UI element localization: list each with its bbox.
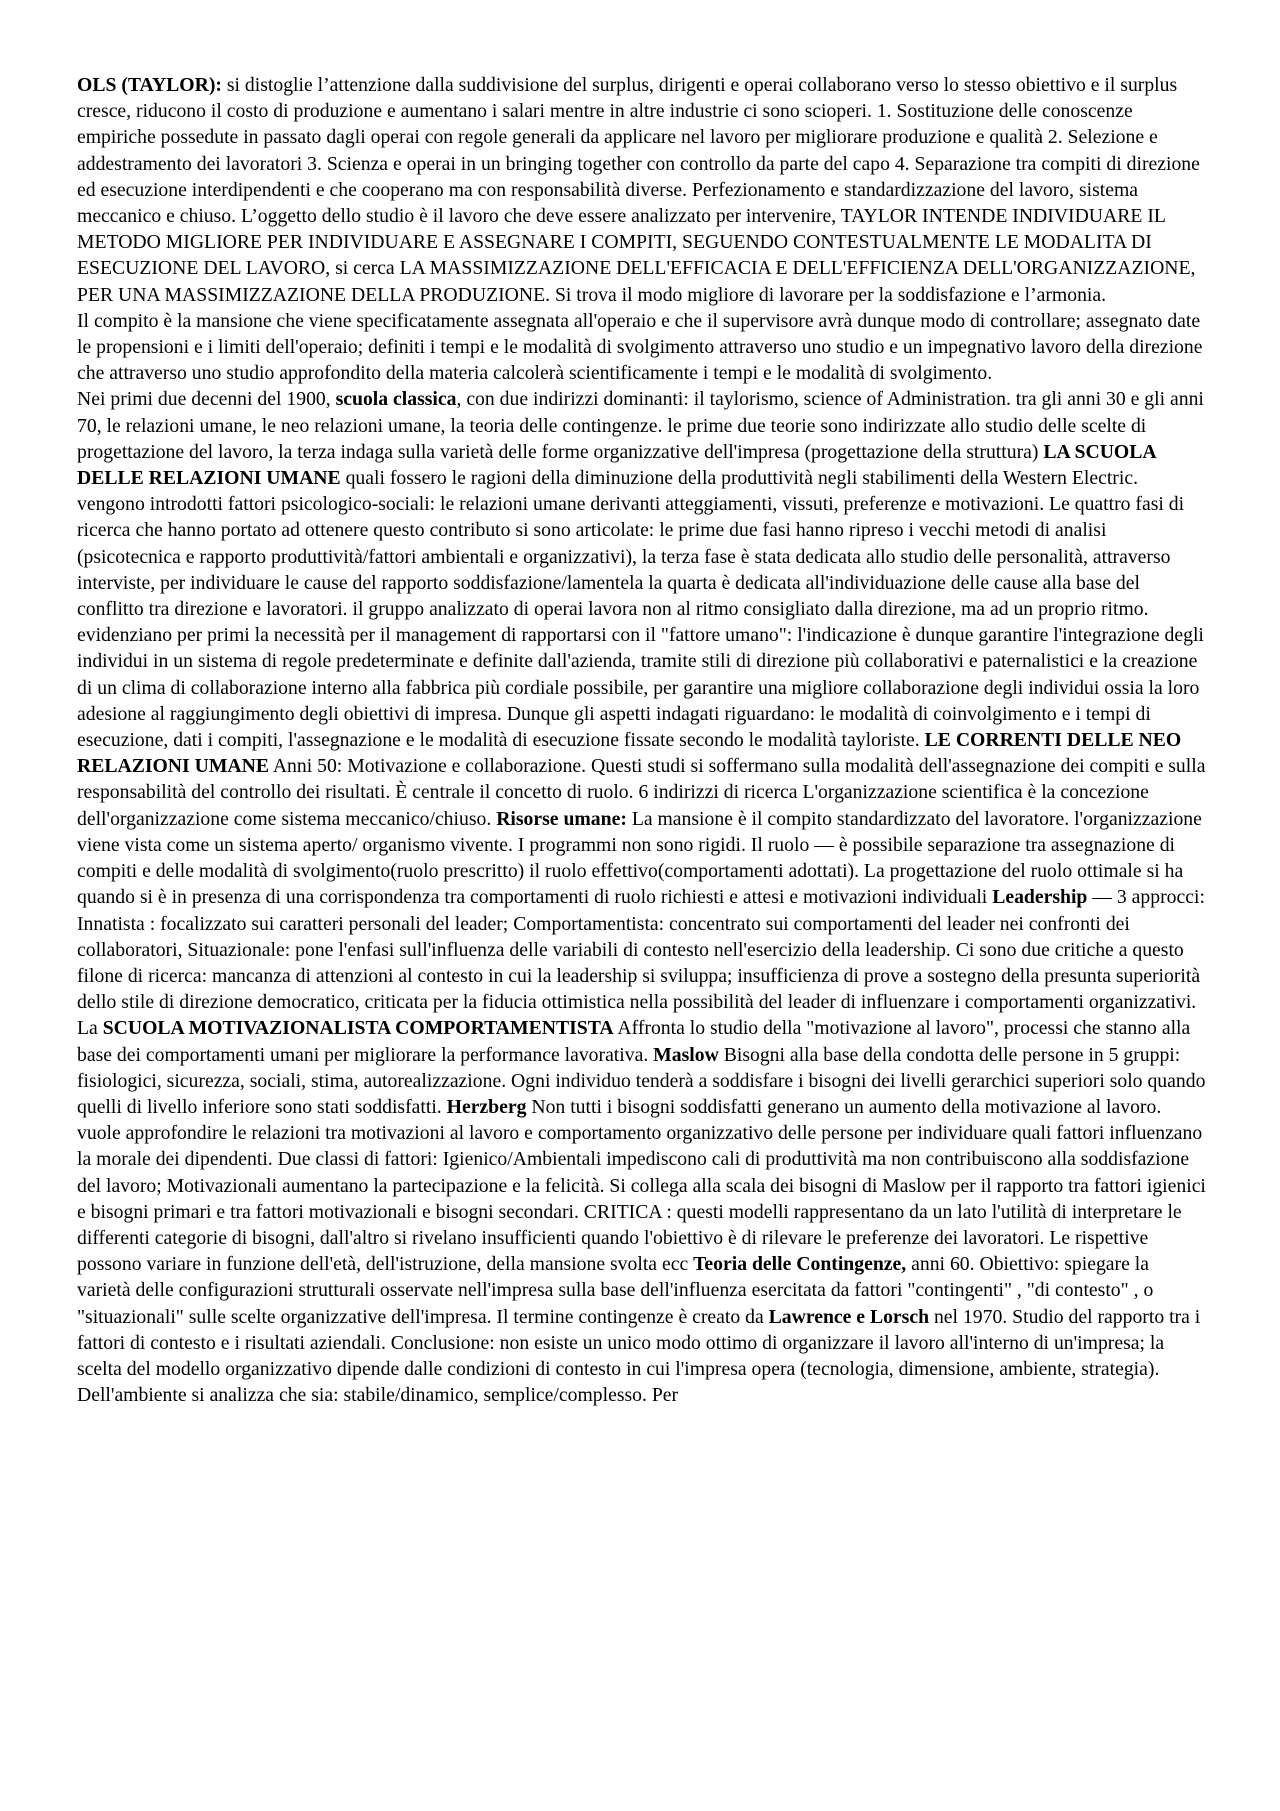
text-scuole-6: — 3 approcci: Innatista : focalizzato sui caratteri personali del leader; Comportamentista: concentrato sui comportamenti del leader nei confronti dei collaboratori, Situazionale: pone l'enfasi sull'influenza delle variabili di contesto nell'esercizio della leadership. Ci sono due critiche a questo filone di ricerca: mancanza di attenzioni al contesto in cui la leadership si sviluppa; insufficienza di prove a sostegno della presunta superiorità dello stile di direzione democratico, criticata per la fiducia ottimistica nella possibilità del leader di influenzare i comportamenti organizzativi. La xyxy=(77,886,1205,1040)
paragraph-compito xyxy=(77,308,1207,387)
heading-relazioni-umane: LA SCUOLA DELLE RELAZIONI UMANE xyxy=(77,440,1156,490)
heading-lawrence-lorsch: Lawrence e Lorsch xyxy=(768,1305,930,1328)
text-scuole-2: , con due indirizzi dominanti: il taylorismo, science of Administration. tra gli anni 30 e gli anni 70, le relazioni umane, le neo relazioni umane, la teoria delle contingenze. le prime due teorie sono indirizzate allo studio delle scelte di progettazione del lavoro, la terza indaga sulla varietà delle forme organizzative dell'impresa (progettazione della struttura) xyxy=(77,388,1204,463)
heading-scuola-classica: scuola classica xyxy=(335,388,457,411)
text-scuole-7: Affronta lo studio della "motivazione al lavoro", processi che stanno alla base dei comportamenti umani per migliorare la performance lavorativa. xyxy=(77,1017,1191,1066)
heading-risorse-umane: Risorse umane: xyxy=(496,807,627,830)
text-scuole-5: La mansione è il compito standardizzato del lavoratore. l'organizzazione viene vista come un sistema aperto/ organismo vivente. I programmi non sono rigidi. Il ruolo — è possibile separazione tra assegnazione di compiti e delle modalità di svolgimento(ruolo prescritto) il ruolo effettivo(comportamenti adottati). La progettazione del ruolo ottimale si ha quando si è in presenza di una corrispondenza tra comportamenti di ruolo richiesti e attesi e motivazioni individuali xyxy=(77,807,1202,909)
text-scuole-10: anni 60. Obiettivo: spiegare la varietà delle configurazioni strutturali osservate nell'impresa sulla base dell'influenza esercitata da fattori "contingenti" , "di contesto" , o "situazionali" sulle scelte organizzative dell'impresa. Il termine contingenze è creato da xyxy=(77,1253,1154,1328)
text-scuole-3: quali fossero le ragioni della diminuzione della produttività negli stabilimenti della Western Electric. vengono introdotti fattori psicologico-sociali: le relazioni umane derivanti atteggiamenti, vissuti, preferenze e motivazioni. Le quattro fasi di ricerca che hanno portato ad ottenere questo contributo si sono articolate: le prime due fasi hanno ripreso i vecchi metodi di analisi (psicotecnica e rapporto produttività/fattori ambientali e organizzativi), la terza fase è stata dedicata allo studio delle personalità, attraverso interviste, per individuare le cause del rapporto soddisfazione/lamentela la quarta è dedicata all'individuazione delle cause alla base del conflitto tra direzione e lavoratori. il gruppo analizzato di operai lavora non al ritmo consigliato dalla direzione, ma ad un proprio ritmo. evidenziano per primi la necessità per il management di rapportarsi con il "fattore umano": l'indicazione è dunque garantire l'integrazione degli individui in un sistema di regole predeterminate e definite dall'azienda, tramite stili di direzione più collaborativi e paternalistici e la creazione di un clima di collaborazione interno alla fabbrica più cordiale possibile, per garantire una migliore collaborazione degli individui ossia la loro adesione al raggiungimento degli obiettivi di impresa. Dunque gli aspetti indagati riguardano: le modalità di coinvolgimento e i tempi di esecuzione, dati i compiti, l'assegnazione e le modalità di esecuzione fissate secondo le modalità tayloriste. xyxy=(77,467,1204,752)
heading-neo-relazioni-umane: LE CORRENTI DELLE NEO RELAZIONI UMANE xyxy=(77,729,1182,778)
paragraph-taylor xyxy=(77,72,1207,308)
heading-teoria-contingenze: Teoria delle Contingenze, xyxy=(693,1253,907,1276)
heading-herzberg: Herzberg xyxy=(446,1095,527,1118)
text-scuole-11: nel 1970. Studio del rapporto tra i fattori di contesto e i risultati aziendali. Conclusione: non esiste un unico modo ottimo di organizzare il lavoro all'interno di un'impresa; la scelta del modello organizzativo dipende dalle condizioni di contesto in cui l'impresa opera (tecnologia, dimensione, ambiente, strategia). Dell'ambiente si analizza che sia: stabile/dinamico, semplice/complesso. Per xyxy=(77,1305,1201,1407)
heading-scuola-motivazionalista: SCUOLA MOTIVAZIONALISTA COMPORTAMENTISTA xyxy=(102,1017,614,1040)
heading-maslow: Maslow xyxy=(653,1043,719,1066)
paragraph-scuole xyxy=(77,386,1207,1408)
heading-leadership: Leadership xyxy=(992,886,1088,909)
document-page xyxy=(77,72,1207,1408)
text-taylor: si distoglie l’attenzione dalla suddivisione del surplus, dirigenti e operai collaborano verso lo stesso obiettivo e il surplus cresce, riducono il costo di produzione e aumentano i salari mentre in altre industrie ci sono scioperi. 1. Sostituzione delle conoscenze empiriche possedute in passato dagli operai con regole generali da applicare nel lavoro per migliorare produzione e qualità 2. Selezione e addestramento dei lavoratori 3. Scienza e operai in un bringing together con controllo da parte del capo 4. Separazione tra compiti di direzione ed esecuzione interdipendenti e che cooperano ma con responsabilità diverse. Perfezionamento e standardizzazione del lavoro, sistema meccanico e chiuso. L’oggetto dello studio è il lavoro che deve essere analizzato per intervenire, TAYLOR INTENDE INDIVIDUARE IL METODO MIGLIORE PER INDIVIDUARE E ASSEGNARE I COMPITI, SEGUENDO CONTESTUALMENTE LE MODALITA DI ESECUZIONE DEL LAVORO, si cerca LA MASSIMIZZAZIONE DELL'EFFICACIA E DELL'EFFICIENZA DELL'ORGANIZZAZIONE, PER UNA MASSIMIZZAZIONE DELLA PRODUZIONE. Si trova il modo migliore di lavorare per la soddisfazione e l’armonia. xyxy=(77,74,1200,306)
text-compito: Il compito è la mansione che viene specificatamente assegnata all'operaio e che il supervisore avrà dunque modo di controllare; assegnato date le propensioni e i limiti dell'operaio; definiti i tempi e le modalità di svolgimento attraverso uno studio e un impegnativo lavoro della direzione che attraverso uno studio approfondito della materia calcolerà scientificamente i tempi e le modalità di svolgimento. xyxy=(77,309,1203,385)
text-scuole-8: Bisogni alla base della condotta delle persone in 5 gruppi: fisiologici, sicurezza, sociali, stima, autorealizzazione. Ogni individuo tenderà a soddisfare i bisogni dei livelli gerarchici superiori solo quando quelli di livello inferiore sono stati soddisfatti. xyxy=(77,1043,1206,1118)
heading-ols-taylor: OLS (TAYLOR): xyxy=(77,74,222,96)
text-scuole-9: Non tutti i bisogni soddisfatti generano un aumento della motivazione al lavoro. vuole approfondire le relazioni tra motivazioni al lavoro e comportamento organizzativo delle persone per individuare quali fattori influenzano la morale dei dipendenti. Due classi di fattori: Igienico/Ambientali impediscono cali di produttività ma non contribuiscono alla soddisfazione del lavoro; Motivazionali aumentano la partecipazione e la felicità. Si collega alla scala dei bisogni di Maslow per il rapporto tra fattori igienici e bisogni primari e tra fattori motivazionali e bisogni secondari. CRITICA : questi modelli rappresentano da un lato l'utilità di interpretare le differenti categorie di bisogni, dall'altro si rivelano insufficienti quando l'obiettivo è di rilevare le preferenze dei lavoratori. Le rispettive possono variare in funzione dell'età, dell'istruzione, della mansione svolta ecc xyxy=(77,1095,1206,1276)
text-scuole-4: Anni 50: Motivazione e collaborazione. Questi studi si soffermano sulla modalità dell'assegnazione dei compiti e sulla responsabilità del controllo dei risultati. È centrale il concetto di ruolo. 6 indirizzi di ricerca L'organizzazione scientifica è la concezione dell'organizzazione come sistema meccanico/chiuso. xyxy=(77,755,1206,830)
text-scuole-1: Nei primi due decenni del 1900, xyxy=(77,388,336,411)
